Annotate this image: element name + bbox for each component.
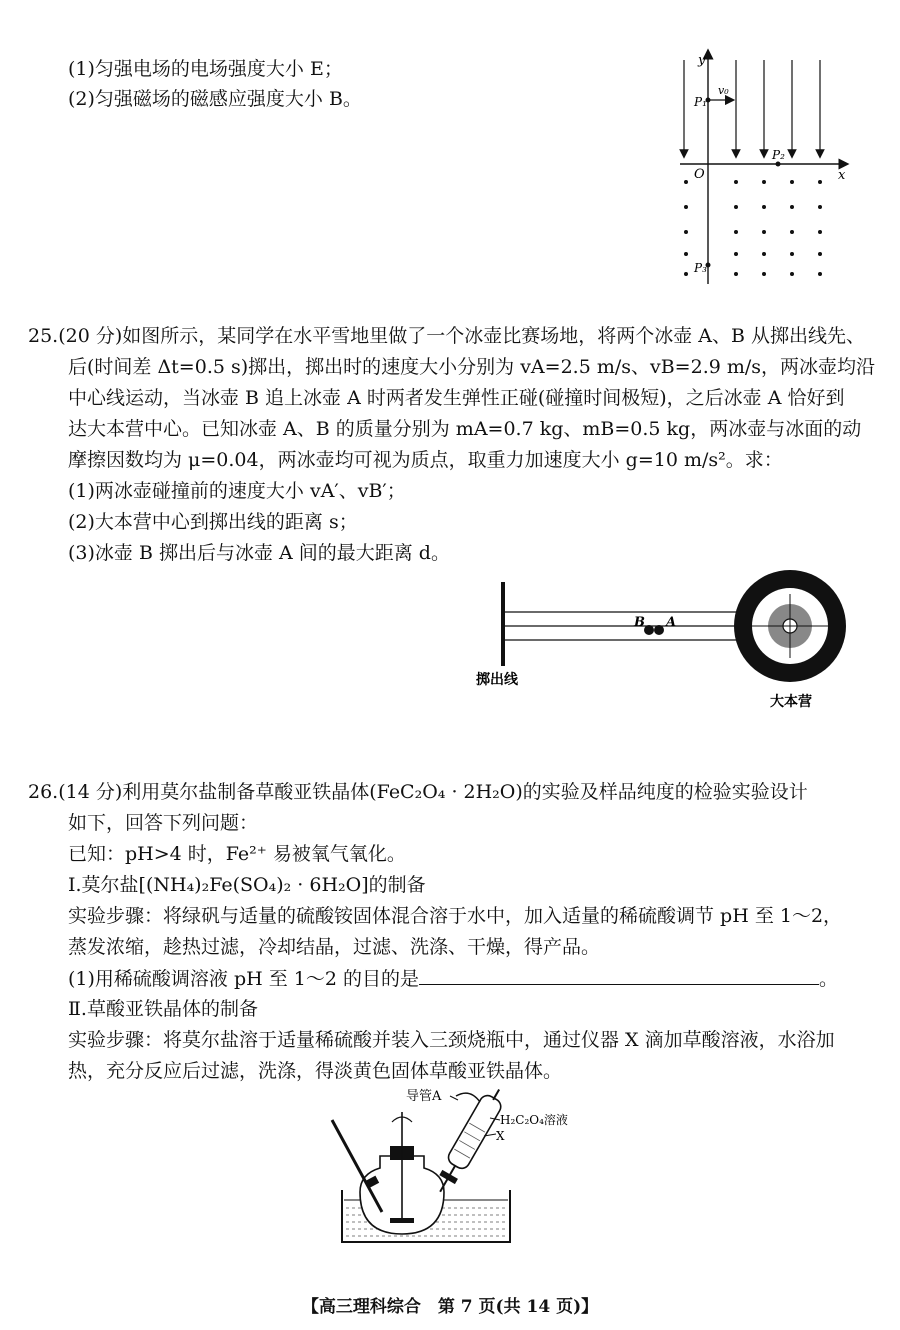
field-diagram: [672, 48, 852, 288]
q26-step2-line1: 实验步骤：将莫尔盐溶于适量稀硫酸并装入三颈烧瓶中，通过仪器 X 滴加草酸溶液，水浴加: [68, 1029, 835, 1051]
answer-blank[interactable]: [419, 966, 819, 985]
q25-sub1: (1)两冰壶碰撞前的速度大小 vA′、vB′；: [68, 480, 406, 502]
q26-step2-line2: 热，充分反应后过滤，洗涤，得淡黄色固体草酸亚铁晶体。: [68, 1060, 563, 1082]
q25-sub2: (2)大本营中心到掷出线的距离 s；: [68, 511, 358, 533]
stone-b: [644, 625, 654, 635]
q26-sub1-prefix: (1)用稀硫酸调溶液 pH 至 1～2 的目的是: [68, 968, 419, 990]
q26-line-1: 26.(14 分)利用莫尔盐制备草酸亚铁晶体(FeC₂O₄ · 2H₂O)的实验及样品纯度的检验实验设计: [28, 781, 808, 803]
p3-label: P₃: [694, 261, 707, 275]
point-p2: [776, 162, 781, 167]
q25-line-2: 后(时间差 Δt=0.5 s)掷出，掷出时的速度大小分别为 vA=2.5 m/s、vB=2.9 m/s，两冰壶均沿: [68, 356, 876, 378]
q24-sub2: (2)匀强磁场的磁感应强度大小 B。: [68, 88, 362, 110]
tube-a-label: 导管A: [406, 1089, 442, 1104]
thermometer: [332, 1120, 382, 1212]
origin-label: O: [694, 167, 705, 182]
q26-sub1: [68, 966, 838, 991]
x-axis-label: x: [838, 168, 846, 183]
q26-step1-line2: 蒸发浓缩，趁热过滤，冷却结晶，过滤、洗涤、干燥，得产品。: [68, 936, 601, 958]
tube-a: [456, 1093, 480, 1102]
solution-label: H₂C₂O₄溶液: [500, 1113, 568, 1127]
p2-label: P₂: [772, 148, 785, 162]
q26-part2-title: Ⅱ.草酸亚铁晶体的制备: [68, 998, 258, 1020]
stone-b-label: B: [634, 615, 645, 630]
page-footer: 【高三理科综合 第 7 页(共 14 页)】: [301, 1297, 599, 1317]
q25-line-1: 25.(20 分)如图所示，某同学在水平雪地里做了一个冰壶比赛场地，将两个冰壶 A、B 从掷出线先、: [28, 325, 866, 347]
p1-label: P₁: [694, 95, 707, 109]
q26-sub1-suffix: 。: [818, 968, 838, 990]
q25-line-5: 摩擦因数均为 μ=0.04，两冰壶均可视为质点，取重力加速度大小 g=10 m/s²。求：: [68, 449, 783, 471]
q24-sub1: (1)匀强电场的电场强度大小 E；: [68, 58, 343, 80]
y-axis-label: y: [698, 53, 706, 68]
house-label: 大本营: [770, 694, 812, 710]
q26-part1-title: Ⅰ.莫尔盐[(NH₄)₂Fe(SO₄)₂ · 6H₂O]的制备: [68, 874, 426, 896]
funnel-x-label: X: [496, 1129, 505, 1143]
curling-diagram: [470, 570, 870, 720]
throw-line-label: 掷出线: [476, 672, 518, 688]
apparatus-diagram: [320, 1082, 580, 1252]
q25-line-4: 达大本营中心。已知冰壶 A、B 的质量分别为 mA=0.7 kg、mB=0.5 kg，两冰壶与冰面的动: [68, 418, 862, 440]
q25-line-3: 中心线运动，当冰壶 B 追上冰壶 A 时两者发生弹性正碰(碰撞时间极短)，之后冰壶 A 恰好到: [68, 387, 845, 409]
q26-step1-line1: 实验步骤：将绿矾与适量的硫酸铵固体混合溶于水中，加入适量的稀硫酸调节 pH 至 1～2，: [68, 905, 843, 927]
stone-a: [654, 625, 664, 635]
q26-line-2: 如下，回答下列问题：: [68, 812, 259, 834]
v0-label: v₀: [718, 84, 729, 97]
stone-a-label: A: [666, 615, 677, 630]
q26-known: 已知：pH>4 时，Fe²⁺ 易被氧气氧化。: [68, 843, 406, 865]
q25-sub3: (3)冰壶 B 掷出后与冰壶 A 间的最大距离 d。: [68, 542, 450, 564]
